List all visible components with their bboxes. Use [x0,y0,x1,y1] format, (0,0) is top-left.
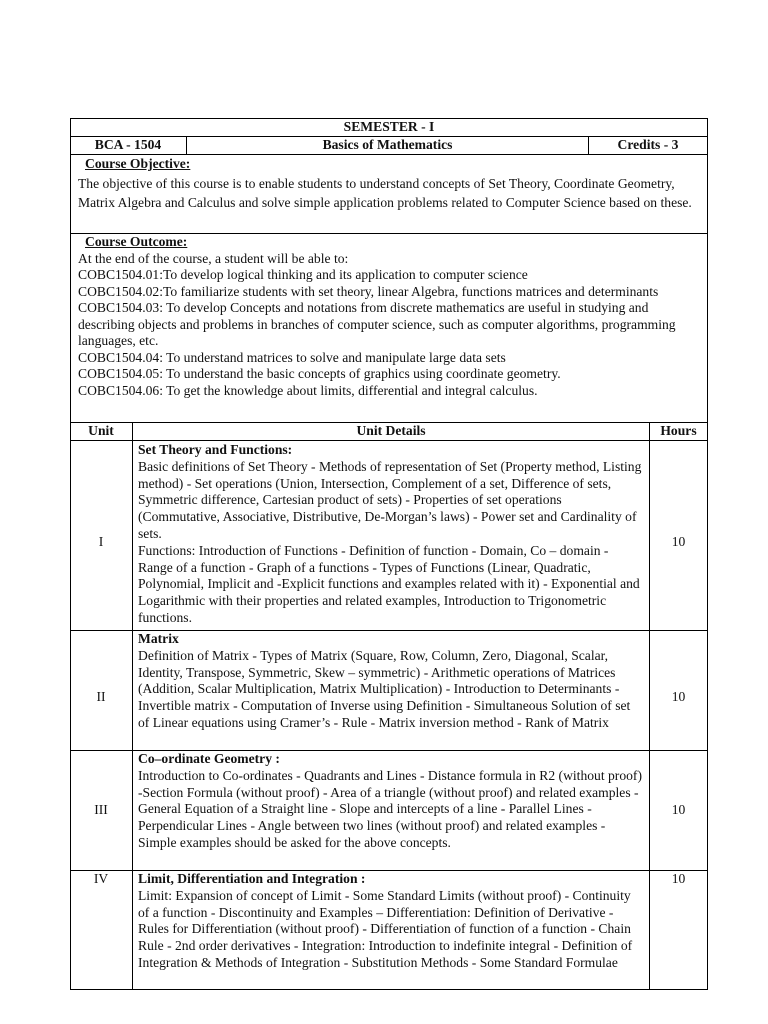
outcome-line: COBC1504.05: To understand the basic concepts of graphics using coordinate geometry. [78,366,561,381]
unit-details [138,871,644,972]
unit-number: III [94,802,108,817]
unit-details [138,631,644,732]
unit-title: Set Theory and Functions: [138,442,293,457]
table-border-left [70,118,71,990]
table-rule [70,154,708,155]
unit-paragraph: Definition of Matrix - Types of Matrix (Square, Row, Column, Zero, Diagonal, Scalar, Identity, Transpose, Symmetric, Skew – symmetric) - Arithmetic operations of Matrices (Addition, Scalar Multiplication, Matrix Multiplication) - Introduction to Determinants - Invertible matrix - Computation of Inverse using Definition - Simultaneous Solution of set of Linear equations using Cramer’s - Rule - Matrix inversion method - Rank of Matrix [138,647,631,730]
table-border-right [707,118,708,990]
outcome-line: COBC1504.03: To develop Concepts and notations from discrete mathematics are useful in studying and describing objects and problems in branches of computer science, such as computer algorithms, programming languages, etc. [78,300,676,348]
column-header-unit-details: Unit Details [356,423,426,438]
table-rule [70,440,708,441]
unit-number: II [96,689,106,704]
syllabus-table [70,118,708,990]
course-title: Basics of Mathematics [322,137,453,152]
course-objective-section [78,156,703,212]
course-outcome-section [78,234,703,399]
column-header-unit: Unit [88,423,114,438]
course-code: BCA - 1504 [94,137,162,152]
outcome-line: At the end of the course, a student will be able to: [78,250,349,266]
unit-title: Co–ordinate Geometry : [138,751,280,766]
outcome-line: COBC1504.02:To familiarize students with set theory, linear Algebra, functions matrices and determinants [78,283,659,299]
table-border-bottom [70,989,708,990]
unit-title: Matrix [138,631,179,646]
unit-number: I [98,534,104,549]
table-rule [649,422,650,990]
unit-hours: 10 [671,534,686,549]
semester-title: SEMESTER - I [343,119,435,134]
course-credits: Credits - 3 [617,137,679,152]
course-objective-text: The objective of this course is to enable students to understand concepts of Set Theory, Coordinate Geometry, Matrix Algebra and Calculus and solve simple application problems related to Computer Science based on these. [78,175,692,210]
course-objective-heading: Course Objective: [85,156,191,171]
unit-paragraph: Limit: Expansion of concept of Limit - Some Standard Limits (without proof) - Continuity of a function - Discontinuity and Examples – Differentiation: Definition of Derivative - Rules for Differentiation (without proof) - Differentiation of function of a function - Chain Rule - 2nd order derivatives - Integration: Introduction to indefinite integral - Definition of Integration & Methods of Integration - Substitution Methods - Some Standard Formulae [138,887,633,970]
outcome-line: COBC1504.06: To get the knowledge about limits, differential and integral calculus. [78,382,538,398]
unit-paragraph: Functions: Introduction of Functions - Definition of function - Domain, Co – domain - Range of a function - Graph of a functions - Types of Functions (Linear, Quadratic, Polynomial, Implicit and -Explicit functions and examples related with it) - Exponential and Logarithmic with their properties and related examples, Introduction to Trigonometric functions. [138,542,640,625]
unit-hours: 10 [671,689,686,704]
unit-details [138,751,644,852]
course-outcome-heading: Course Outcome: [85,234,188,249]
column-header-hours: Hours [660,423,697,438]
unit-paragraph: Basic definitions of Set Theory - Methods of representation of Set (Property method, Listing method) - Set operations (Union, Intersection, Complement of a set, Difference of sets, Symmetric difference, Cartesian product of sets) - Properties of set operations (Commutative, Associative, Distributive, De-Morgan’s laws) - Power set and Cardinality of sets. [138,458,642,541]
unit-paragraph: Introduction to Co-ordinates - Quadrants and Lines - Distance formula in R2 (without proof) -Section Formula (without proof) - Area of a triangle (without proof) and related examples - General Equation of a Straight line - Slope and intercepts of a line - Parallel Lines - Perpendicular Lines - Angle between two lines (without proof) and related examples - Simple examples should be asked for the above concepts. [138,767,642,850]
outcome-line: COBC1504.01:To develop logical thinking and its application to computer science [78,267,528,282]
unit-title: Limit, Differentiation and Integration : [138,871,366,886]
unit-number: IV [93,871,109,886]
unit-hours: 10 [671,871,686,886]
unit-details [138,442,644,627]
outcome-line: COBC1504.04: To understand matrices to solve and manipulate large data sets [78,349,506,365]
unit-hours: 10 [671,802,686,817]
table-rule [132,422,133,990]
